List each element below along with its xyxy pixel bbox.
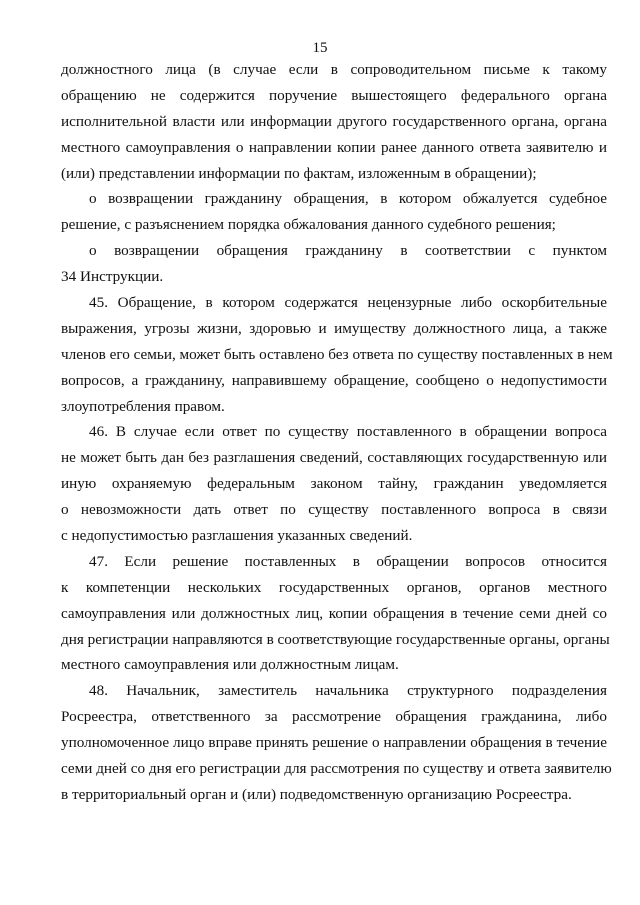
- text-line: семи дней со дня его регистрации для рассмотрения по существу и ответа заявителю: [61, 760, 612, 778]
- paragraph-48: [61, 678, 612, 807]
- text-line: дня регистрации направляются в соответствующие государственные органы, органы: [61, 630, 610, 648]
- text-line: местного самоуправления или должностным лицам.: [61, 656, 399, 674]
- text-line: в территориальный орган и (или) подведомственную организацию Росреестра.: [61, 785, 572, 803]
- paragraph-return-instruction: [61, 238, 607, 290]
- text-line: членов его семьи, может быть оставлено без ответа по существу поставленных в нем: [61, 345, 613, 363]
- text-line: о возвращении обращения гражданину в соответствии с пунктом: [89, 242, 607, 260]
- text-line: выражения, угрозы жизни, здоровью и имуществу должностного лица, а также: [61, 319, 607, 337]
- paragraph-47: [61, 549, 610, 678]
- paragraph-return-appeal: [61, 186, 607, 238]
- paragraph-46: [61, 419, 607, 548]
- page-number: 15: [312, 40, 328, 56]
- text-line: должностного лица (в случае если в сопроводительном письме к такому: [61, 61, 607, 78]
- text-line: местного самоуправления о направлении копии ранее данного ответа заявителю и: [61, 138, 607, 156]
- text-line: уполномоченное лицо вправе принять решение о направлении обращения в течение: [61, 734, 607, 752]
- text-line: обращению не содержится поручение вышестоящего федерального органа: [61, 86, 607, 104]
- text-line: решение, с разъяснением порядка обжалования данного судебного решения;: [61, 216, 556, 234]
- text-line: 47. Если решение поставленных в обращении вопросов относится: [89, 552, 607, 570]
- text-line: не может быть дан без разглашения сведений, составляющих государственную или: [61, 449, 607, 467]
- text-line: о возвращении гражданину обращения, в котором обжалуется судебное: [89, 190, 607, 208]
- text-line: Росреестра, ответственного за рассмотрение обращения гражданина, либо: [61, 708, 607, 726]
- text-line: самоуправления или должностных лиц, копии обращения в течение семи дней со: [61, 604, 607, 622]
- text-line: (или) представлении информации по фактам, изложенным в обращении);: [61, 164, 537, 182]
- text-line: 45. Обращение, в котором содержатся нецензурные либо оскорбительные: [89, 294, 607, 312]
- paragraph-continuation: [61, 57, 607, 186]
- text-line: к компетенции нескольких государственных органов, органов местного: [61, 578, 607, 596]
- text-line: злоупотребления правом.: [61, 397, 225, 415]
- text-line: 46. В случае если ответ по существу поставленного в обращении вопроса: [89, 423, 607, 441]
- text-line: с недопустимостью разглашения указанных сведений.: [61, 527, 413, 545]
- paragraph-45: [61, 290, 613, 419]
- text-line: иную охраняемую федеральным законом тайну, гражданин уведомляется: [61, 475, 607, 493]
- document-body: [61, 57, 613, 808]
- text-line: исполнительной власти или информации другого государственного органа, органа: [61, 112, 607, 130]
- text-line: о невозможности дать ответ по существу поставленного вопроса в связи: [61, 501, 607, 519]
- text-line: вопросов, а гражданину, направившему обращение, сообщено о недопустимости: [61, 371, 607, 389]
- text-line: 34 Инструкции.: [61, 268, 164, 286]
- text-line: 48. Начальник, заместитель начальника структурного подразделения: [89, 682, 607, 700]
